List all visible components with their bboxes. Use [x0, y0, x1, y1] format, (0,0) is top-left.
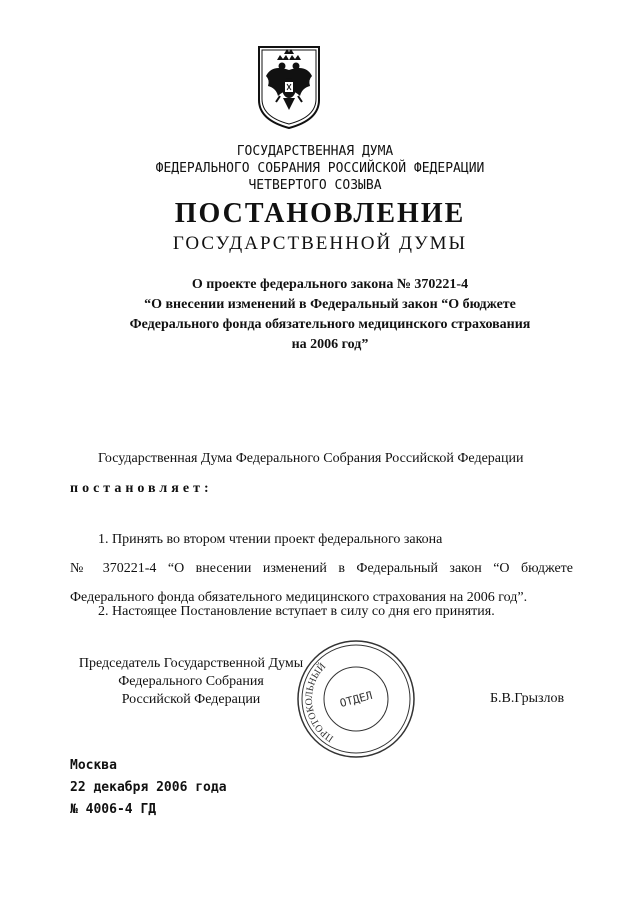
signatory-line-2: Федерального Собрания: [118, 674, 264, 689]
stamp-ring-text: ПРОТОКОЛЬНЫЙ: [303, 661, 336, 744]
subject-line-1: О проекте федерального закона № 370221-4: [191, 277, 469, 292]
document-footer: [70, 755, 227, 821]
header-line-1: ГОСУДАРСТВЕННАЯ ДУМА: [236, 144, 394, 159]
document-title: ПОСТАНОВЛЕНИЕ: [174, 198, 466, 229]
intro-paragraph: Государственная Дума Федерального Собрания Российской Федерации: [98, 451, 524, 466]
item1-line-1: 1. Принять во втором чтении проект федерального закона: [98, 532, 443, 547]
official-stamp: [293, 636, 419, 762]
footer-city: Москва: [70, 758, 117, 773]
footer-date: 22 декабря 2006 года: [70, 780, 227, 795]
issuer-header: [0, 143, 640, 194]
header-line-3: ЧЕТВЕРТОГО СОЗЫВА: [248, 178, 382, 193]
subject-line-2: “О внесении изменений в Федеральный закон “О бюджете: [144, 297, 516, 312]
subject-line-4: на 2006 год”: [291, 337, 369, 352]
russian-coat-of-arms-icon: [256, 44, 322, 130]
header-line-2: ФЕДЕРАЛЬНОГО СОБРАНИЯ РОССИЙСКОЙ ФЕДЕРАЦИИ: [155, 161, 485, 176]
subject-line-3: Федерального фонда обязательного медицинского страхования: [129, 317, 531, 332]
resolution-item-1: [70, 525, 573, 612]
signatory-line-1: Председатель Государственной Думы: [78, 656, 304, 671]
signatory-line-3: Российской Федерации: [121, 692, 261, 707]
document-subtitle: ГОСУДАРСТВЕННОЙ ДУМЫ: [172, 233, 468, 254]
item1-line-2: № 370221-4 “О внесении изменений в Федеральный закон “О бюджете: [70, 561, 573, 576]
decree-word: постановляет:: [70, 481, 213, 496]
resolution-item-2: 2. Настоящее Постановление вступает в силу со дня его принятия.: [98, 604, 495, 619]
footer-number: № 4006-4 ГД: [70, 802, 157, 817]
item1-line-3: Федерального фонда обязательного медицинского страхования на 2006 год”.: [70, 590, 528, 605]
signatory-title: [66, 655, 316, 709]
document-subject: [90, 275, 570, 355]
stamp-center-text: ОТДЕЛ: [338, 688, 374, 711]
signatory-name: Б.В.Грызлов: [490, 691, 565, 706]
